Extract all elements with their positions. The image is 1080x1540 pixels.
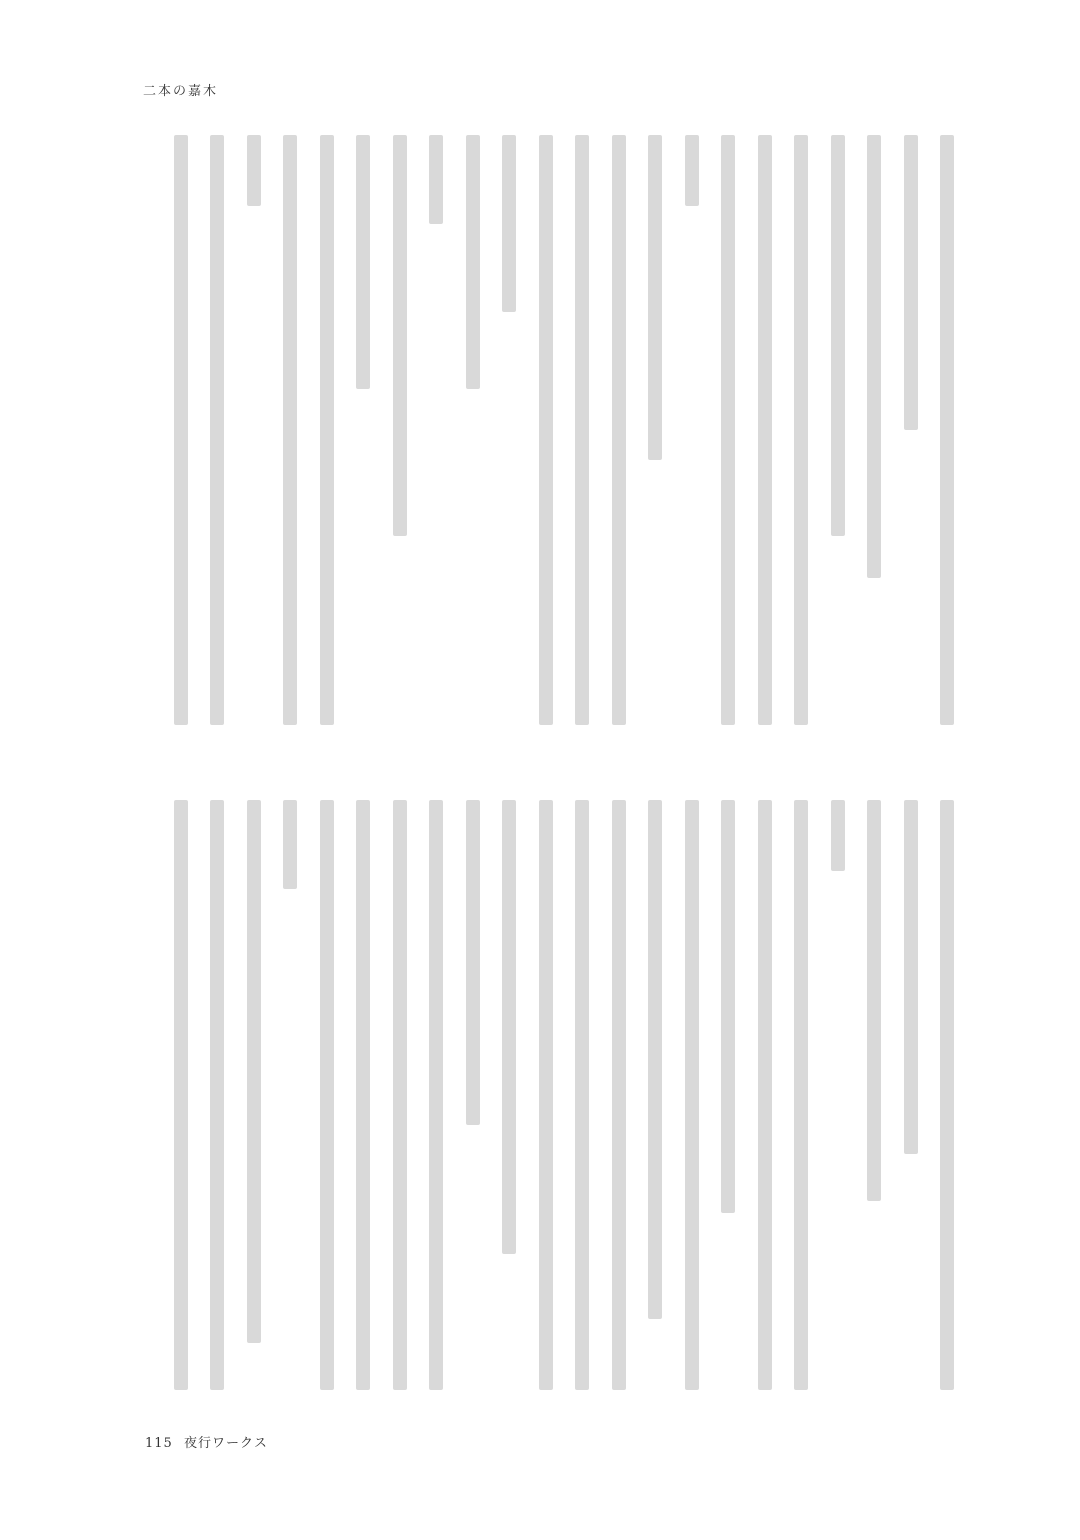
redacted-text-column xyxy=(283,135,297,725)
redacted-text-column xyxy=(831,135,845,536)
redacted-text-column xyxy=(502,800,516,1254)
redacted-text-column xyxy=(539,135,553,725)
running-header: 二本の嘉木 xyxy=(143,84,219,99)
redacted-text-column xyxy=(721,135,735,725)
redacted-text-column xyxy=(283,800,297,889)
redacted-text-column xyxy=(867,135,881,578)
redacted-text-column xyxy=(466,135,480,389)
redacted-text-column xyxy=(940,135,954,725)
body-text-lower-block xyxy=(150,800,950,1400)
redacted-text-column xyxy=(174,135,188,725)
redacted-text-column xyxy=(210,135,224,725)
redacted-text-column xyxy=(831,800,845,871)
redacted-text-column xyxy=(247,135,261,206)
publisher-name: 夜行ワークス xyxy=(183,1436,268,1451)
page-number: 115 xyxy=(145,1436,173,1451)
redacted-text-column xyxy=(794,800,808,1390)
redacted-text-column xyxy=(502,135,516,312)
redacted-text-column xyxy=(648,800,662,1319)
redacted-text-column xyxy=(685,800,699,1390)
redacted-text-column xyxy=(758,800,772,1390)
redacted-text-column xyxy=(612,135,626,725)
redacted-text-column xyxy=(320,800,334,1390)
redacted-text-column xyxy=(356,135,370,389)
redacted-text-column xyxy=(940,800,954,1390)
redacted-text-column xyxy=(575,800,589,1390)
redacted-text-column xyxy=(320,135,334,725)
redacted-text-column xyxy=(904,135,918,430)
redacted-text-column xyxy=(685,135,699,206)
redacted-text-column xyxy=(721,800,735,1213)
redacted-text-column xyxy=(429,135,443,224)
redacted-text-column xyxy=(210,800,224,1390)
redacted-text-column xyxy=(356,800,370,1390)
redacted-text-column xyxy=(575,135,589,725)
redacted-text-column xyxy=(247,800,261,1343)
page-footer xyxy=(145,1432,268,1451)
redacted-text-column xyxy=(612,800,626,1390)
redacted-text-column xyxy=(794,135,808,725)
redacted-text-column xyxy=(174,800,188,1390)
redacted-text-column xyxy=(429,800,443,1390)
redacted-text-column xyxy=(393,135,407,536)
redacted-text-column xyxy=(539,800,553,1390)
redacted-text-column xyxy=(904,800,918,1154)
redacted-text-column xyxy=(867,800,881,1201)
redacted-text-column xyxy=(758,135,772,725)
body-text-upper-block xyxy=(150,135,950,735)
redacted-text-column xyxy=(393,800,407,1390)
redacted-text-column xyxy=(466,800,480,1125)
redacted-text-column xyxy=(648,135,662,460)
